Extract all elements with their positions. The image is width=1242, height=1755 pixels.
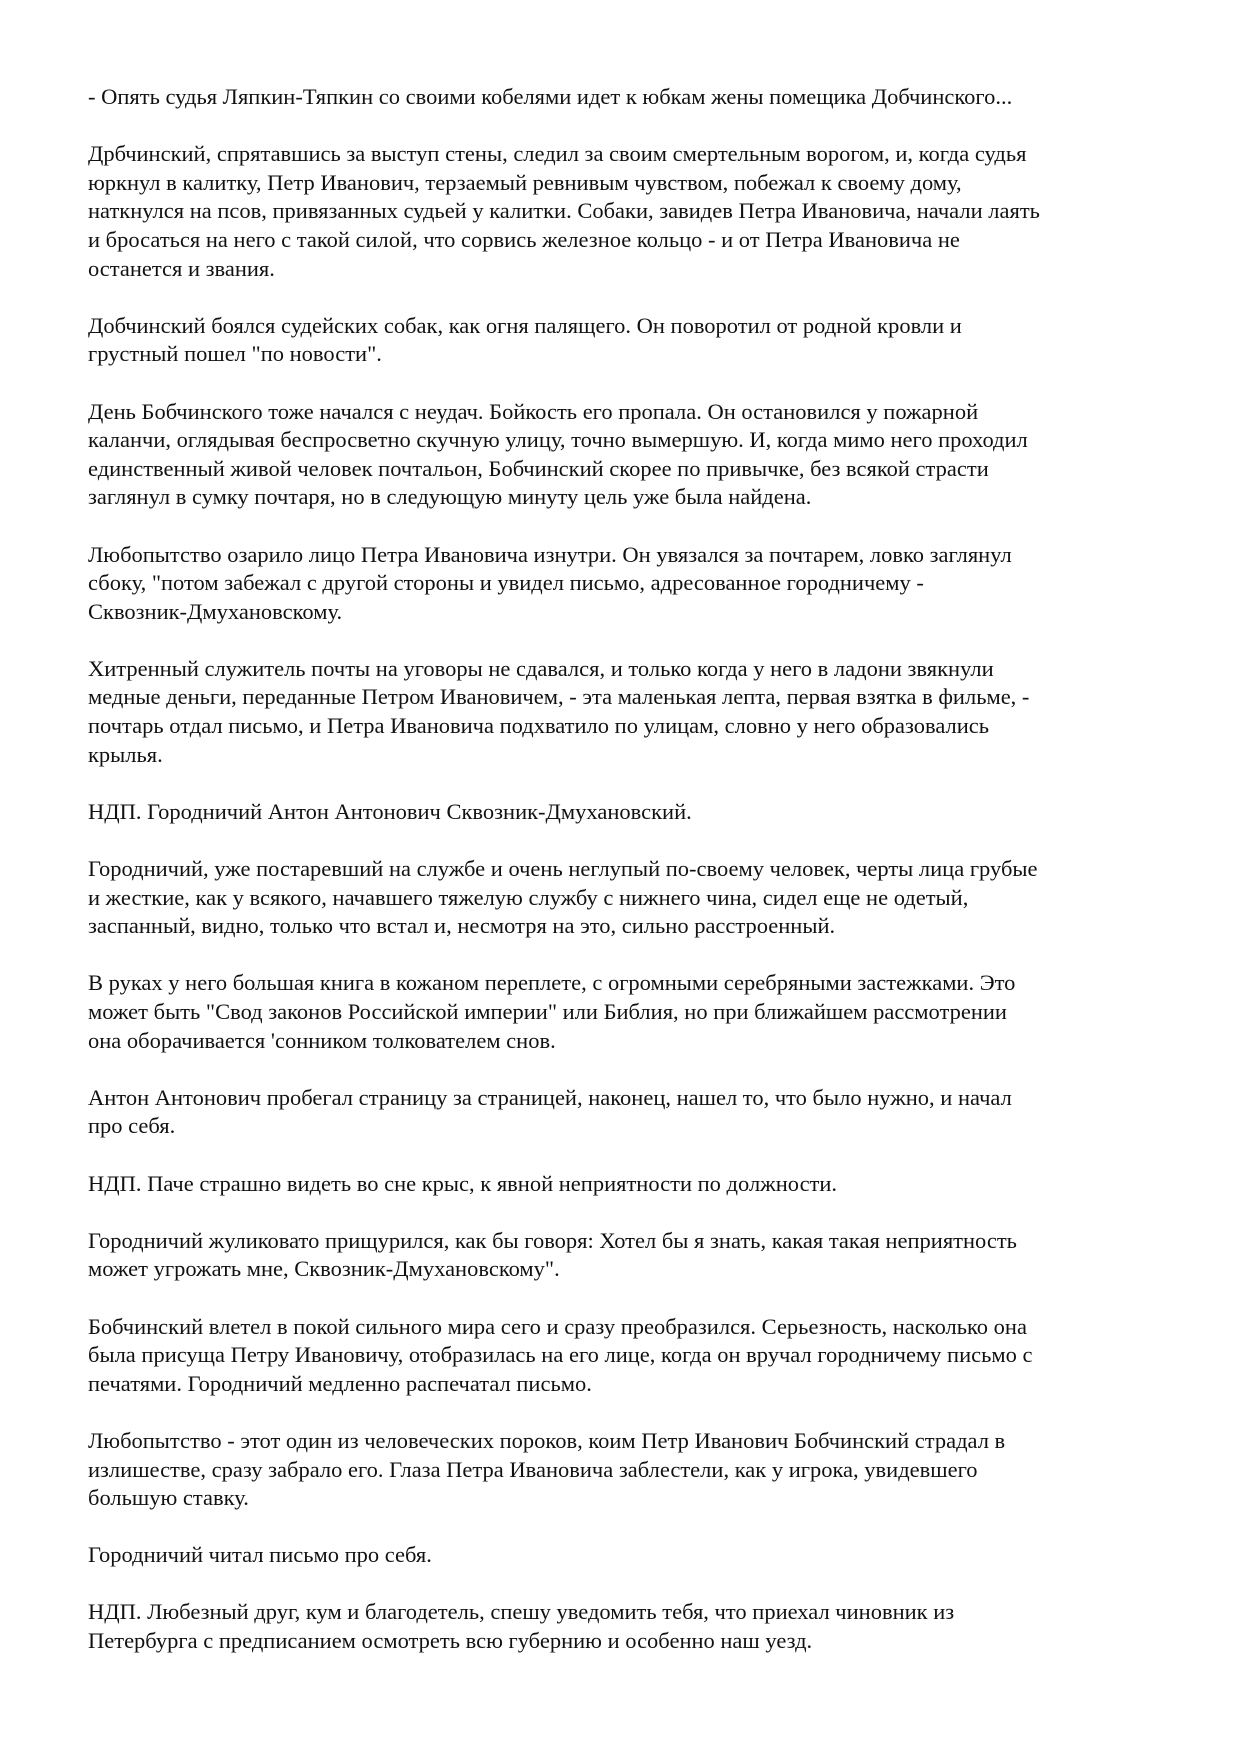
paragraph-6: Хитренный служитель почты на уговоры не сдавался, и только когда у него в ладони звякнули медные деньги, переданные Петром Ивановичем, - эта маленькая лепта, первая взятка в фильме, - почтарь отдал письмо, и Петра Ивановича подхватило по улицам, словно у него образовались крылья. [88,655,1030,767]
paragraph-2: Дрбчинский, спрятавшись за выступ стены, следил за своим смертельным ворогом, и, когда судья юркнул в калитку, Петр Иванович, терзаемый ревнивым чувством, побежал к своему дому, наткнулся на псов, привязанных судьей у калитки. Собаки, завидев Петра Ивановича, начали лаять и бросаться на него с такой силой, что сорвись железное кольцо - и от Петра Ивановича не останется и звания. [88,141,1040,281]
paragraph-14: Любопытство - этот один из человеческих пороков, коим Петр Иванович Бобчинский страдал в излишестве, сразу забрало его. Глаза Петра Ивановича заблестели, как у игрока, увидевшего большую ставку. [88,1427,1006,1511]
paragraph-7: НДП. Городничий Антон Антонович Сквозник-Дмухановский. [88,798,692,824]
paragraph-16: НДП. Любезный друг, кум и благодетель, спешу уведомить тебя, что приехал чиновник из Петербурга с предписанием осмотреть всю губернию и особенно наш уезд. [88,1599,955,1654]
paragraph-10: Антон Антонович пробегал страницу за страницей, наконец, нашел то, что было нужно, и начал про себя. [88,1084,1012,1139]
paragraph-13: Бобчинский влетел в покой сильного мира сего и сразу преобразился. Серьезность, насколько она была присуща Петру Ивановичу, отобразилась на его лице, когда он вручал городничему письмо с печатями. Городничий медленно распечатал письмо. [88,1313,1033,1396]
paragraph-1: - Опять судья Ляпкин-Тяпкин со своими кобелями идет к юбкам жены помещика Добчинского... [88,84,1013,109]
paragraph-11: НДП. Паче страшно видеть во сне крыс, к явной неприятности по должности. [88,1170,838,1196]
paragraph-9: В руках у него большая книга в кожаном переплете, с огромными серебряными застежками. Это может быть "Свод законов Российской империи" или Библия, но при ближайшем рассмотрении она оборачивается 'сонником толкователем снов. [88,970,1016,1053]
paragraph-12: Городничий жуликовато прищурился, как бы говоря: Хотел бы я знать, какая такая неприятность может угрожать мне, Сквозник-Дмухановскому". [88,1227,1017,1282]
paragraph-3: Добчинский боялся судейских собак, как огня палящего. Он поворотил от родной кровли и грустный пошел "по новости". [88,312,962,367]
paragraph-8: Городничий, уже постаревший на службе и очень неглупый по-своему человек, черты лица грубые и жесткие, как у всякого, начавшего тяжелую службу с нижнего чина, сидел еще не одетый, заспанный, видно, только что встал и, несмотря на это, сильно расстроенный. [88,856,1038,939]
paragraph-5: Любопытство озарило лицо Петра Ивановича изнутри. Он увязался за почтарем, ловко заглянул сбоку, "потом забежал с другой стороны и увидел письмо, адресованное городничему - Сквозник-Дмухановскому. [88,541,1012,624]
paragraph-15: Городничий читал письмо про себя. [88,1542,432,1568]
paragraph-4: День Бобчинского тоже начался с неудач. Бойкость его пропала. Он остановился у пожарной каланчи, оглядывая беспросветно скучную улицу, точно вымершую. И, когда мимо него проходил единственный живой человек почтальон, Бобчинский скорее по привычке, без всякой страсти заглянул в сумку почтаря, но в следующую минуту цель уже была найдена. [88,398,1028,510]
